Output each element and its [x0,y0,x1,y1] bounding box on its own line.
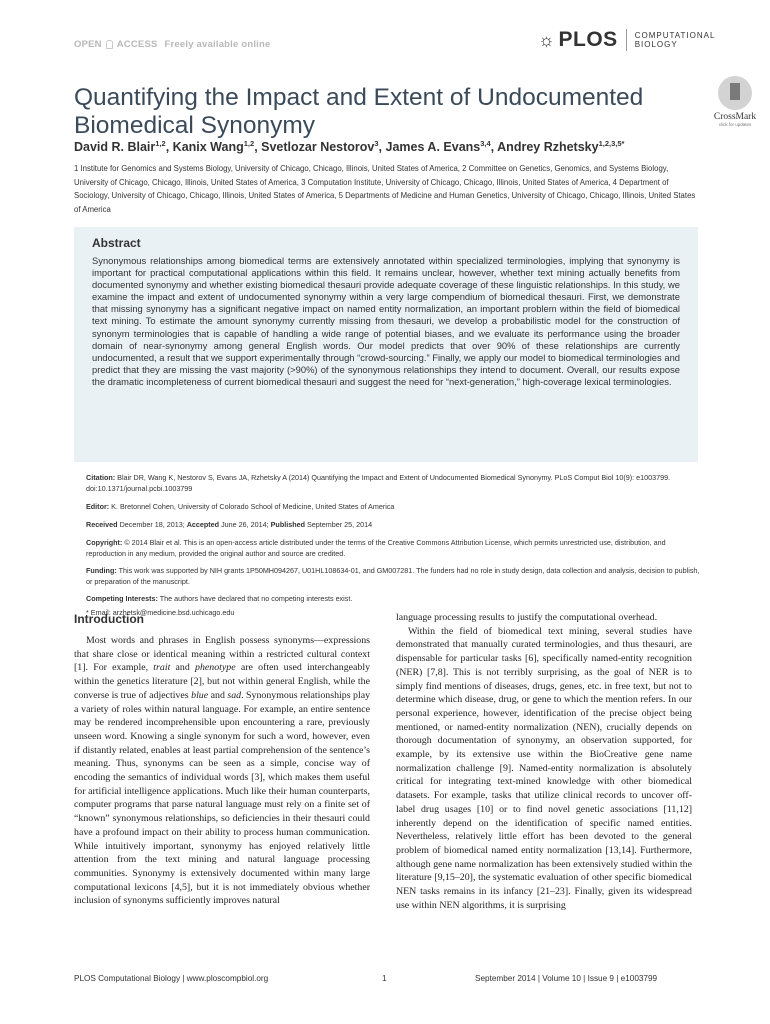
dates-block [86,520,706,531]
author-name: James A. Evans [385,140,481,155]
plos-sun-icon: ☼ [538,29,555,50]
citation-block [86,473,706,494]
author-name: Svetlozar Nestorov [261,140,375,155]
email-text[interactable]: * Email: arzhetsk@medicine.bsd.uchicago.edu [86,608,235,617]
body-column-right [396,611,692,912]
crossmark-sublabel: click for updates [718,122,752,127]
published-label: Published [270,520,305,529]
open-access-label [74,39,271,50]
author-affil-sup: 1,2,3,5* [598,139,625,148]
editor-label: Editor: [86,502,110,511]
page-number: 1 [382,974,387,983]
body-paragraph: Within the field of biomedical text mining, several studies have demonstrated that manually curated terminologies, and thus thesauri, are dispensable for particular tasks [6], specifically named-entity recognition (NER) [7,8]. This is not terribly surprising, as the goal of NER is to simply find mentions of diseases, drugs, genes, etc. in free text, but not to determine which disease, drug, or gene to which the mention refers. In our personal experience, however, identification of the precise object being mentioned, or named-entity normalization (NEN), crucially depends on thorough documentation of synonymy, an observation supported, for example, by its extensive use within the BioCreative gene name normalization challenge [9]. Named-entity normalization is absolutely critical for integrating text-mined knowledge with other biomedical datasets. For example, tasks that utilize clinical records to uncover off-label drug usages [10] or to find novel genetic associations [11,12] inherently depend on the identification of specific named entities. Nevertheless, relatively little effort has been devoted to the general problem of biomedical named entity normalization [13,14]. Furthermore, although gene name normalization has been extensively studied within the literature [9,15–20], the systematic evaluation of other specific biomedical NEN tasks remains in its infancy [21–23]. Finally, given its widespread use within NEN algorithms, it is surprising [396,625,692,911]
received-label: Received [86,520,118,529]
open-label: OPEN [74,39,102,50]
crossmark-icon [718,76,752,110]
body-paragraph [74,634,370,908]
author-name: Andrey Rzhetsky [497,140,599,155]
paragraph-text: . Synonymous relationships play a variety of roles within natural language. For example, an entire sentence may be rendered incomprehensible upon encountering a rare, previously unseen word. Knowing a single synonym for such a word, however, even if distantly related, enables at least partial comprehension of the sentence’s meaning. Thus, synonyms can be seen as a simple, concise way of encoding the semantics of individual words [3], which makes them useful for artificial intelligence applications. Much like their human counterparts, computer programs that parse natural language must rely on a finite set of “known” synonymous relationships, so deficiencies in their thesauri could have a profound impact on their ability to process human communication. While intuitively important, synonymy has enjoyed relatively little attention from the text mining and natural language processing communities. Synonymy is extensively documented within many large computational lexicons [4,5], but it is not immediately obvious whether inclusion of synonyms sufficiently improves natural [74,689,371,907]
body-paragraph: language processing results to justify the computational overhead. [396,612,658,623]
plos-logo[interactable] [538,28,715,52]
term-blue: blue [191,689,209,701]
term-phenotype: phenotype [195,662,236,674]
term-trait: trait [153,662,171,674]
author-list: David R. Blair$^{1,2}$, Kanix Wang$^{1,2}$, Svetlozar Nestorov$^3$, James A. Evans$^{3,4}$, Andrey Rzhetsky$^{1,2,3,5*}$ [74,139,625,155]
lock-icon [106,40,113,49]
copyright-block [86,538,706,559]
accepted-label: Accepted [186,520,220,529]
editor-text: K. Bretonnel Cohen, University of Colorado School of Medicine, United States of America [111,502,395,511]
crossmark-badge[interactable] [707,76,763,127]
crossmark-label: CrossMark [713,112,757,122]
citation-text: Blair DR, Wang K, Nestorov S, Evans JA, Rzhetsky A (2014) Quantifying the Impact and Extent of Undocumented Biomedical Synonymy. PLoS Comput Biol 10(9): e1003799. doi:10.1371/journal.pcbi.1003799 [86,473,671,493]
paragraph-text: Most words and phrases in English possess synonyms—expressions that share close or identical meaning within a restricted cultural context [1]. For example, [74,635,370,674]
paragraph-text: and [210,689,225,701]
funding-block [86,566,706,587]
copyright-label: Copyright: [86,538,123,547]
journal-name [635,31,716,50]
paragraph-text: are often used interchangeably within the genetics literature [2], but not within general English, while the converse is true of adjectives [74,662,371,701]
editor-block [86,502,706,513]
abstract-heading: Abstract [92,236,141,250]
access-label: ACCESS [116,39,158,50]
affiliations: 1 Institute for Genomics and Systems Biology, University of Chicago, Chicago, Illinois, United States of America, 2 Committee on Genetics, Genomics, and Systems Biology, University of Chicago, Chicago, Illinois, United States of America, 3 Computation Institute, University of Chicago, Chicago, Illinois, United States of America, 4 Department of Sociology, University of Chicago, Chicago, Illinois, United States of America, 5 Departments of Medicine and Human Genetics, University of Chicago, Chicago, Illinois, United States of America [74,164,696,215]
citation-label: Citation: [86,473,116,482]
abstract-box [74,227,698,462]
competing-text: The authors have declared that no competing interests exist. [159,594,353,603]
article-title: Quantifying the Impact and Extent of Undocumented Biomedical Synonymy [74,84,644,140]
term-sad: sad [227,689,242,701]
published-date: September 25, 2014 [307,520,373,529]
author-affil-sup: 1,2 [243,139,255,148]
footer-journal[interactable]: PLOS Computational Biology | www.ploscompbiol.org [74,974,269,983]
author-name: David R. Blair [74,140,156,155]
author-affil-sup: 3 [374,139,379,148]
competing-interests-block [86,594,706,605]
author-affil-sup: 3,4 [480,139,491,148]
author-name: Kanix Wang [172,140,244,155]
competing-label: Competing Interests: [86,594,158,603]
introduction-heading: Introduction [74,612,144,626]
author-affil-sup: 1,2 [155,139,166,148]
funding-text: This work was supported by NIH grants 1P50MH094267, U01HL108634-01, and GM007281. The funders had no role in study design, data collection and analysis, decision to publish, or preparation of the manuscript. [86,566,700,586]
accepted-date: June 26, 2014; [221,520,269,529]
received-date: December 18, 2013; [119,520,185,529]
plos-wordmark: PLOS [558,28,618,51]
journal-name-line1: COMPUTATIONAL [634,30,716,40]
body-column-left [74,634,370,908]
logo-divider [626,29,627,51]
freely-available-label: Freely available online [164,39,271,50]
journal-name-line2: BIOLOGY [634,40,678,49]
funding-label: Funding: [86,566,117,575]
footer-issue: September 2014 | Volume 10 | Issue 9 | e1003799 [475,974,658,983]
copyright-text: © 2014 Blair et al. This is an open-access article distributed under the terms of the Creative Commons Attribution License, which permits unrestricted use, distribution, and reproduction in any medium, provided the original author and source are credited. [86,538,666,558]
abstract-text: Synonymous relationships among biomedical terms are extensively annotated within specialized terminologies, implying that synonymy is important for practical computational applications within this field. It remains unclear, however, whether text mining actually benefits from documented synonymy and whether existing biomedical thesauri provide adequate coverage of these linguistic relationships. In this study, we examine the impact and extent of undocumented synonymy within a very large compendium of biomedical thesauri. First, we demonstrate that missing synonymy has a significant negative impact on named entity normalization, an important problem within the field of biomedical text mining. To estimate the amount synonymy currently missing from thesauri, we develop a probabilistic model for the construction of synonym terminologies that is capable of handling a wide range of potential biases, and we evaluate its performance using the broader domain of near-synonymy among general English words. Our model predicts that over 90% of these relationships are currently undocumented, a result that we support experimentally through “crowd-sourcing.” Finally, we apply our model to biomedical terminologies and predict that they are missing the vast majority (>90%) of the synonymous relationships they intend to document. Overall, our results expose the dramatic incompleteness of current biomedical thesauri and suggest the need for “next-generation,” high-coverage lexical terminologies. [92,255,680,387]
paragraph-text: and [175,662,190,674]
